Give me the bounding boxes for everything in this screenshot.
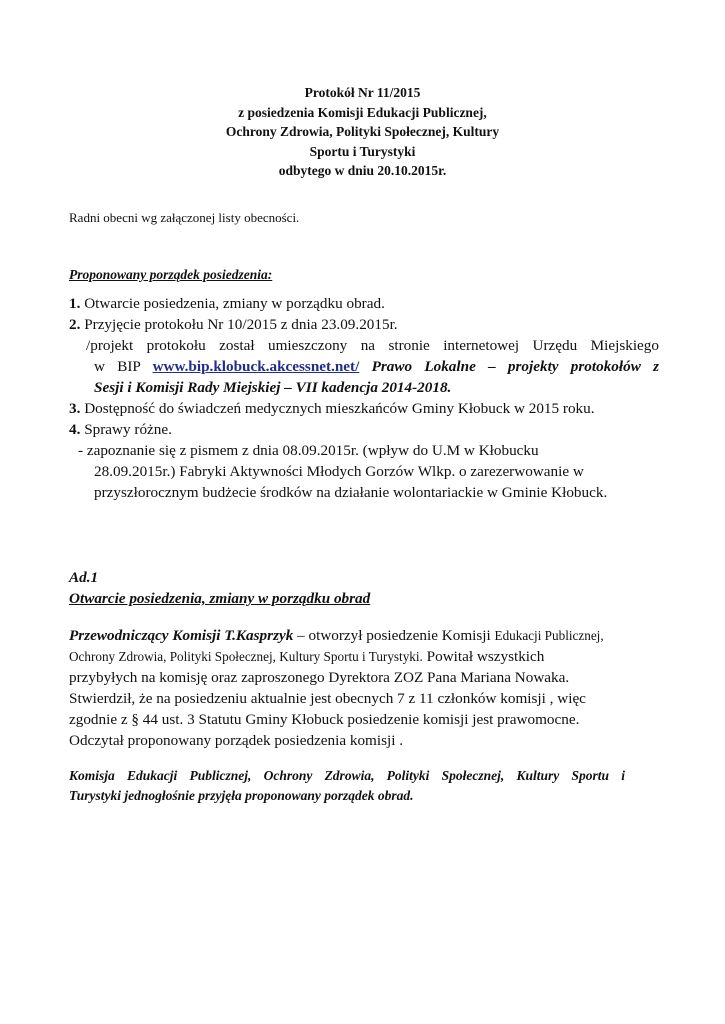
protocol-note-line: /projekt protokołu został umieszczony na stronie internetowej Urzędu Miejskiego xyxy=(86,337,659,354)
bip-link[interactable]: www.bip.klobuck.akcessnet.net/ xyxy=(152,358,360,375)
header-line-sport: Sportu i Turystyki xyxy=(309,143,416,159)
agenda-item: 1. Otwarcie posiedzenia, zmiany w porządku obrad. xyxy=(69,295,385,312)
paragraph-line: Stwierdził, że na posiedzeniu aktualnie jest obecnych 7 z 11 członków komisji , więc xyxy=(69,690,586,707)
agenda-list xyxy=(69,293,659,503)
protocol-note-line: w BIP www.bip.klobuck.akcessnet.net/ Prawo Lokalne – projekty protokołów z xyxy=(94,358,659,375)
sub-item-line: - zapoznanie się z pismem z dnia 08.09.2015r. (wpływ do U.M w Kłobucku xyxy=(78,442,539,459)
ad1-paragraph xyxy=(69,625,659,751)
agenda-item: 3. Dostępność do świadczeń medycznych mieszkańców Gminy Kłobuck w 2015 roku. xyxy=(69,400,595,417)
committee-decision xyxy=(69,766,625,806)
paragraph-line: Odczytał proponowany porządek posiedzenia komisji . xyxy=(69,732,404,749)
header-line-committee: z posiedzenia Komisji Edukacji Publicznej, xyxy=(238,104,487,120)
agenda-item: 2. Przyjęcie protokołu Nr 10/2015 z dnia 23.09.2015r. xyxy=(69,316,398,333)
attendance-note: Radni obecni wg załączonej listy obecności. xyxy=(69,210,300,225)
paragraph-line: Ochrony Zdrowia, Polityki Społecznej, Kultury Sportu i Turystyki. Powitał wszystkich xyxy=(69,648,545,665)
protocol-note-line: Sesji i Komisji Rady Miejskiej – VII kadencja 2014-2018. xyxy=(94,379,452,396)
agenda-title: Proponowany porządek posiedzenia: xyxy=(69,267,273,282)
ad1-label: Ad.1 xyxy=(69,569,99,586)
paragraph-line: zgodnie z § 44 ust. 3 Statutu Gminy Kłobuck posiedzenie komisji jest prawomocne. xyxy=(69,711,580,728)
sub-item-line: 28.09.2015r.) Fabryki Aktywności Młodych Gorzów Wlkp. o zarezerwowanie w xyxy=(94,463,584,480)
meeting-date: odbytego w dniu 20.10.2015r. xyxy=(278,163,447,178)
paragraph-line: Przewodniczący Komisji T.Kasprzyk – otworzył posiedzenie Komisji Edukacji Publicznej, xyxy=(69,627,604,644)
header-line-scope: Ochrony Zdrowia, Polityki Społecznej, Kultury xyxy=(225,124,500,139)
sub-item-line: przyszłorocznym budżecie środków na działanie wolontariackie w Gminie Kłobuck. xyxy=(94,484,608,501)
paragraph-line: przybyłych na komisję oraz zaproszonego Dyrektora ZOZ Pana Mariana Nowaka. xyxy=(69,669,570,686)
ad1-section-heading xyxy=(69,567,370,609)
agenda-item: 4. Sprawy różne. xyxy=(69,421,172,438)
protocol-number: Protokół Nr 11/2015 xyxy=(304,85,421,100)
document-header xyxy=(0,83,725,181)
decision-line: Turystyki jednogłośnie przyjęła proponowany porządek obrad. xyxy=(69,788,414,803)
speaker-name: Przewodniczący Komisji T.Kasprzyk xyxy=(69,627,294,644)
decision-line: Komisja Edukacji Publicznej, Ochrony Zdrowia, Polityki Społecznej, Kultury Sportu i xyxy=(69,768,625,783)
ad1-title: Otwarcie posiedzenia, zmiany w porządku obrad xyxy=(69,590,371,607)
